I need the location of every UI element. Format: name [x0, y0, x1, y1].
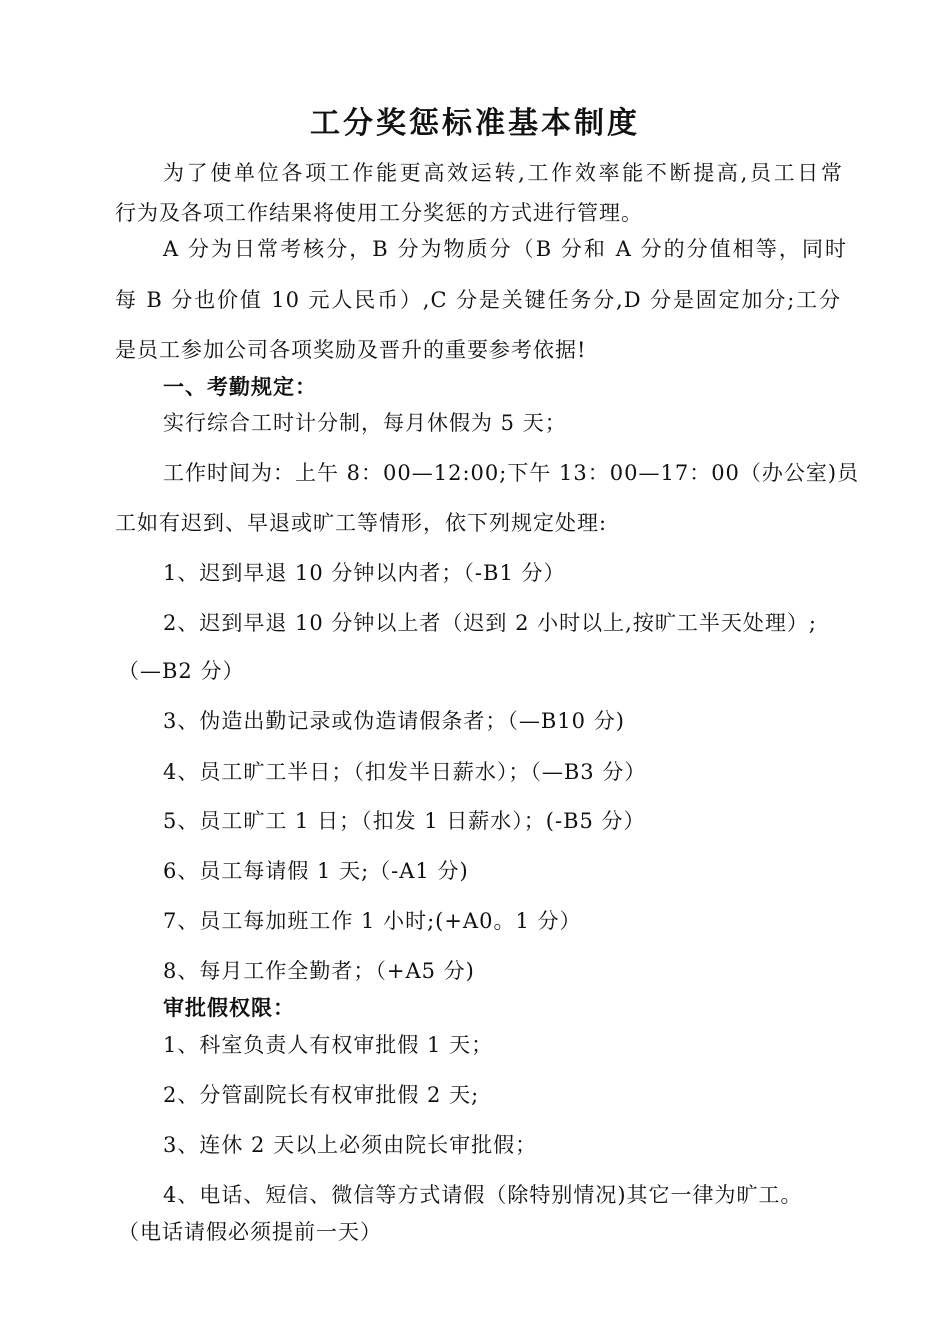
definition-paragraph-line-3: 是员工参加公司各项奖励及晋升的重要参考依据! [115, 338, 587, 362]
approval-item-1: 1、科室负责人有权审批假 1 天； [163, 1033, 494, 1057]
intro-paragraph-line-1: 为了使单位各项工作能更高效运转,工作效率能不断提高,员工日常 [163, 161, 843, 185]
intro-paragraph-line-2: 行为及各项工作结果将使用工分奖惩的方式进行管理。 [115, 201, 643, 225]
rule-item-5: 5、员工旷工 1 日；（扣发 1 日薪水）；(-B5 分） [163, 809, 646, 833]
approval-item-3: 3、连休 2 天以上必须由院长审批假； [163, 1133, 538, 1157]
section-heading-approval: 审批假权限： [163, 995, 295, 1020]
approval-item-4-line-2: （电话请假必须提前一天） [118, 1220, 382, 1244]
rule-item-8: 8、每月工作全勤者；（+A5 分) [163, 959, 475, 983]
rule-item-2-line-2: （—B2 分） [118, 659, 245, 683]
document-title: 工分奖惩标准基本制度 [310, 106, 640, 141]
rule-item-6: 6、员工每请假 1 天;（-A1 分) [163, 859, 469, 883]
approval-item-2: 2、分管副院长有权审批假 2 天; [163, 1083, 480, 1107]
rule-item-1: 1、迟到早退 10 分钟以内者；（-B1 分） [163, 561, 566, 585]
section-heading-attendance: 一、考勤规定： [163, 374, 317, 399]
definition-paragraph-line-2: 每 B 分也价值 10 元人民币）,C 分是关键任务分,D 分是固定加分;工分 [115, 288, 841, 312]
work-hours-line-2: 工如有迟到、早退或旷工等情形，依下列规定处理: [115, 511, 608, 535]
rule-item-3: 3、伪造出勤记录或伪造请假条者；（—B10 分) [163, 709, 625, 733]
work-hours-line-1: 工作时间为：上午 8：00—12:00;下午 13：00—17：00（办公室)员 [163, 461, 860, 485]
rule-item-2-line-1: 2、迟到早退 10 分钟以上者（迟到 2 小时以上,按旷工半天处理）; [163, 611, 817, 635]
rule-item-4: 4、员工旷工半日；（扣发半日薪水）；（—B3 分） [163, 760, 647, 784]
rule-item-7: 7、员工每加班工作 1 小时;(+A0。1 分） [163, 909, 582, 933]
approval-item-4-line-1: 4、电话、短信、微信等方式请假（除特别情况)其它一律为旷工。 [163, 1183, 803, 1207]
definition-paragraph-line-1: A 分为日常考核分，B 分为物质分（B 分和 A 分的分值相等，同时 [163, 237, 847, 261]
schedule-text: 实行综合工时计分制，每月休假为 5 天； [163, 411, 567, 435]
